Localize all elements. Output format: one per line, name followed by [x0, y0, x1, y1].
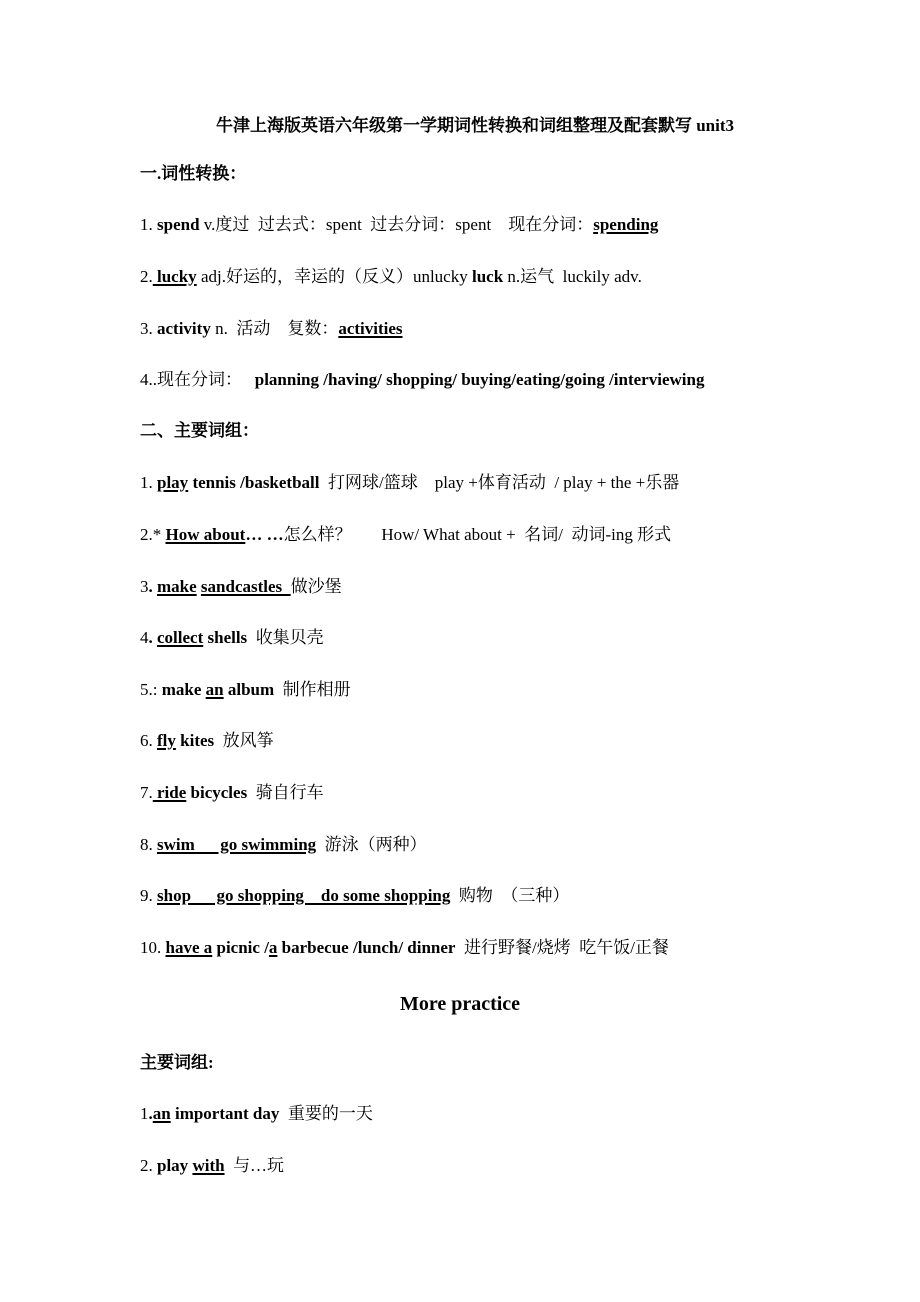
text-run: shells — [203, 628, 248, 647]
text-run: picnic / — [212, 938, 269, 957]
text-run: shop go shopping do some shopping — [157, 886, 451, 905]
text-run: with — [192, 1156, 225, 1175]
text-run: 6. — [140, 731, 157, 750]
text-run: 2. — [140, 267, 153, 286]
text-run: planning /having/ shopping/ buying/eating/going /interviewing — [254, 370, 705, 389]
document-line — [140, 628, 324, 648]
text-run: 与…玩 — [224, 1156, 285, 1175]
document-line — [140, 731, 274, 751]
text-run: 1. — [140, 215, 157, 234]
document-line — [140, 783, 324, 803]
document-line — [140, 938, 669, 958]
text-run: spend — [157, 215, 200, 234]
document-line — [140, 1156, 284, 1176]
text-run: spending — [593, 215, 659, 234]
text-run: 主要词组: — [140, 1053, 214, 1072]
text-run: 放风筝 — [214, 731, 274, 750]
document-line — [140, 215, 658, 235]
text-run: 2.* — [140, 525, 166, 544]
text-run: tennis /basketball — [188, 473, 320, 492]
text-run: 1 — [140, 1104, 149, 1123]
text-run: barbecue /lunch/ dinner — [277, 938, 456, 957]
text-run: make — [161, 680, 206, 699]
section-heading-more-practice: More practice — [399, 993, 521, 1015]
document-line — [140, 886, 569, 906]
text-run: 进行野餐/烧烤 吃午饭/正餐 — [455, 938, 669, 957]
text-run: . — [148, 1104, 153, 1123]
text-run: 打网球/篮球 play +体育活动 / play + the +乐器 — [319, 473, 680, 492]
text-run: 做沙堡 — [290, 577, 342, 596]
text-run: bicycles — [186, 783, 248, 802]
text-run: 5.: — [140, 680, 162, 699]
document-line — [140, 164, 246, 184]
document-line — [140, 1104, 373, 1124]
text-run: lucky — [152, 267, 197, 286]
text-run: 怎么样？ How/ What about + 名词/ 动词-ing 形式 — [283, 525, 672, 544]
text-run: collect — [157, 628, 204, 647]
text-run: adj.好运的，幸运的（反义）unlucky — [196, 267, 472, 286]
text-run: ride — [152, 783, 187, 802]
text-run: play — [157, 1156, 193, 1175]
text-run: an — [152, 1104, 171, 1123]
text-run: 制作相册 — [274, 680, 351, 699]
text-run: How about — [165, 525, 246, 544]
text-run: 重要的一天 — [279, 1104, 373, 1123]
document-line — [140, 473, 679, 493]
text-run: 10. — [140, 938, 166, 957]
text-run: 购物 （三种） — [450, 886, 570, 905]
document-line — [140, 835, 427, 855]
document-line — [140, 319, 403, 339]
text-run: … … — [245, 525, 284, 544]
text-run: 9. — [140, 886, 157, 905]
text-run: 收集贝壳 — [247, 628, 324, 647]
text-run: an — [205, 680, 224, 699]
text-run: 一.词性转换： — [140, 164, 247, 183]
document-line — [140, 577, 342, 597]
text-run: . — [148, 577, 157, 596]
text-run: have a — [165, 938, 213, 957]
text-run: luck — [471, 267, 504, 286]
text-run: n.运气 luckily adv. — [503, 267, 642, 286]
document-line — [140, 421, 259, 441]
text-run: 3. — [140, 319, 157, 338]
document-line — [140, 1053, 214, 1073]
text-run: 游泳（两种） — [316, 835, 427, 854]
text-run: play — [157, 473, 189, 492]
text-run: fly — [157, 731, 176, 750]
text-run: 骑自行车 — [247, 783, 324, 802]
text-run: 7. — [140, 783, 153, 802]
text-run: v.度过 过去式：spent 过去分词：spent 现在分词： — [199, 215, 594, 234]
text-run: album — [223, 680, 275, 699]
text-run: n. 活动 复数： — [210, 319, 339, 338]
text-run: 二、主要词组： — [140, 421, 259, 440]
page-title: 牛津上海版英语六年级第一学期词性转换和词组整理及配套默写 unit3 — [215, 116, 735, 135]
text-run: sandcastles — [200, 577, 291, 596]
text-run: 4..现在分词： — [140, 370, 255, 389]
text-run: 3 — [140, 577, 149, 596]
text-run: 4 — [140, 628, 149, 647]
text-run: a — [268, 938, 278, 957]
text-run: make — [157, 577, 197, 596]
text-run: activity — [157, 319, 211, 338]
text-run: . — [148, 628, 157, 647]
document-line — [140, 370, 704, 390]
text-run: 1. — [140, 473, 157, 492]
text-run: kites — [175, 731, 215, 750]
document-line — [140, 267, 642, 287]
text-run: 2. — [140, 1156, 157, 1175]
text-run: activities — [338, 319, 403, 338]
text-run: swim go swimming — [157, 835, 317, 854]
text-run: important day — [170, 1104, 280, 1123]
text-run: 8. — [140, 835, 157, 854]
document-line — [140, 525, 671, 545]
document-line — [140, 680, 351, 700]
